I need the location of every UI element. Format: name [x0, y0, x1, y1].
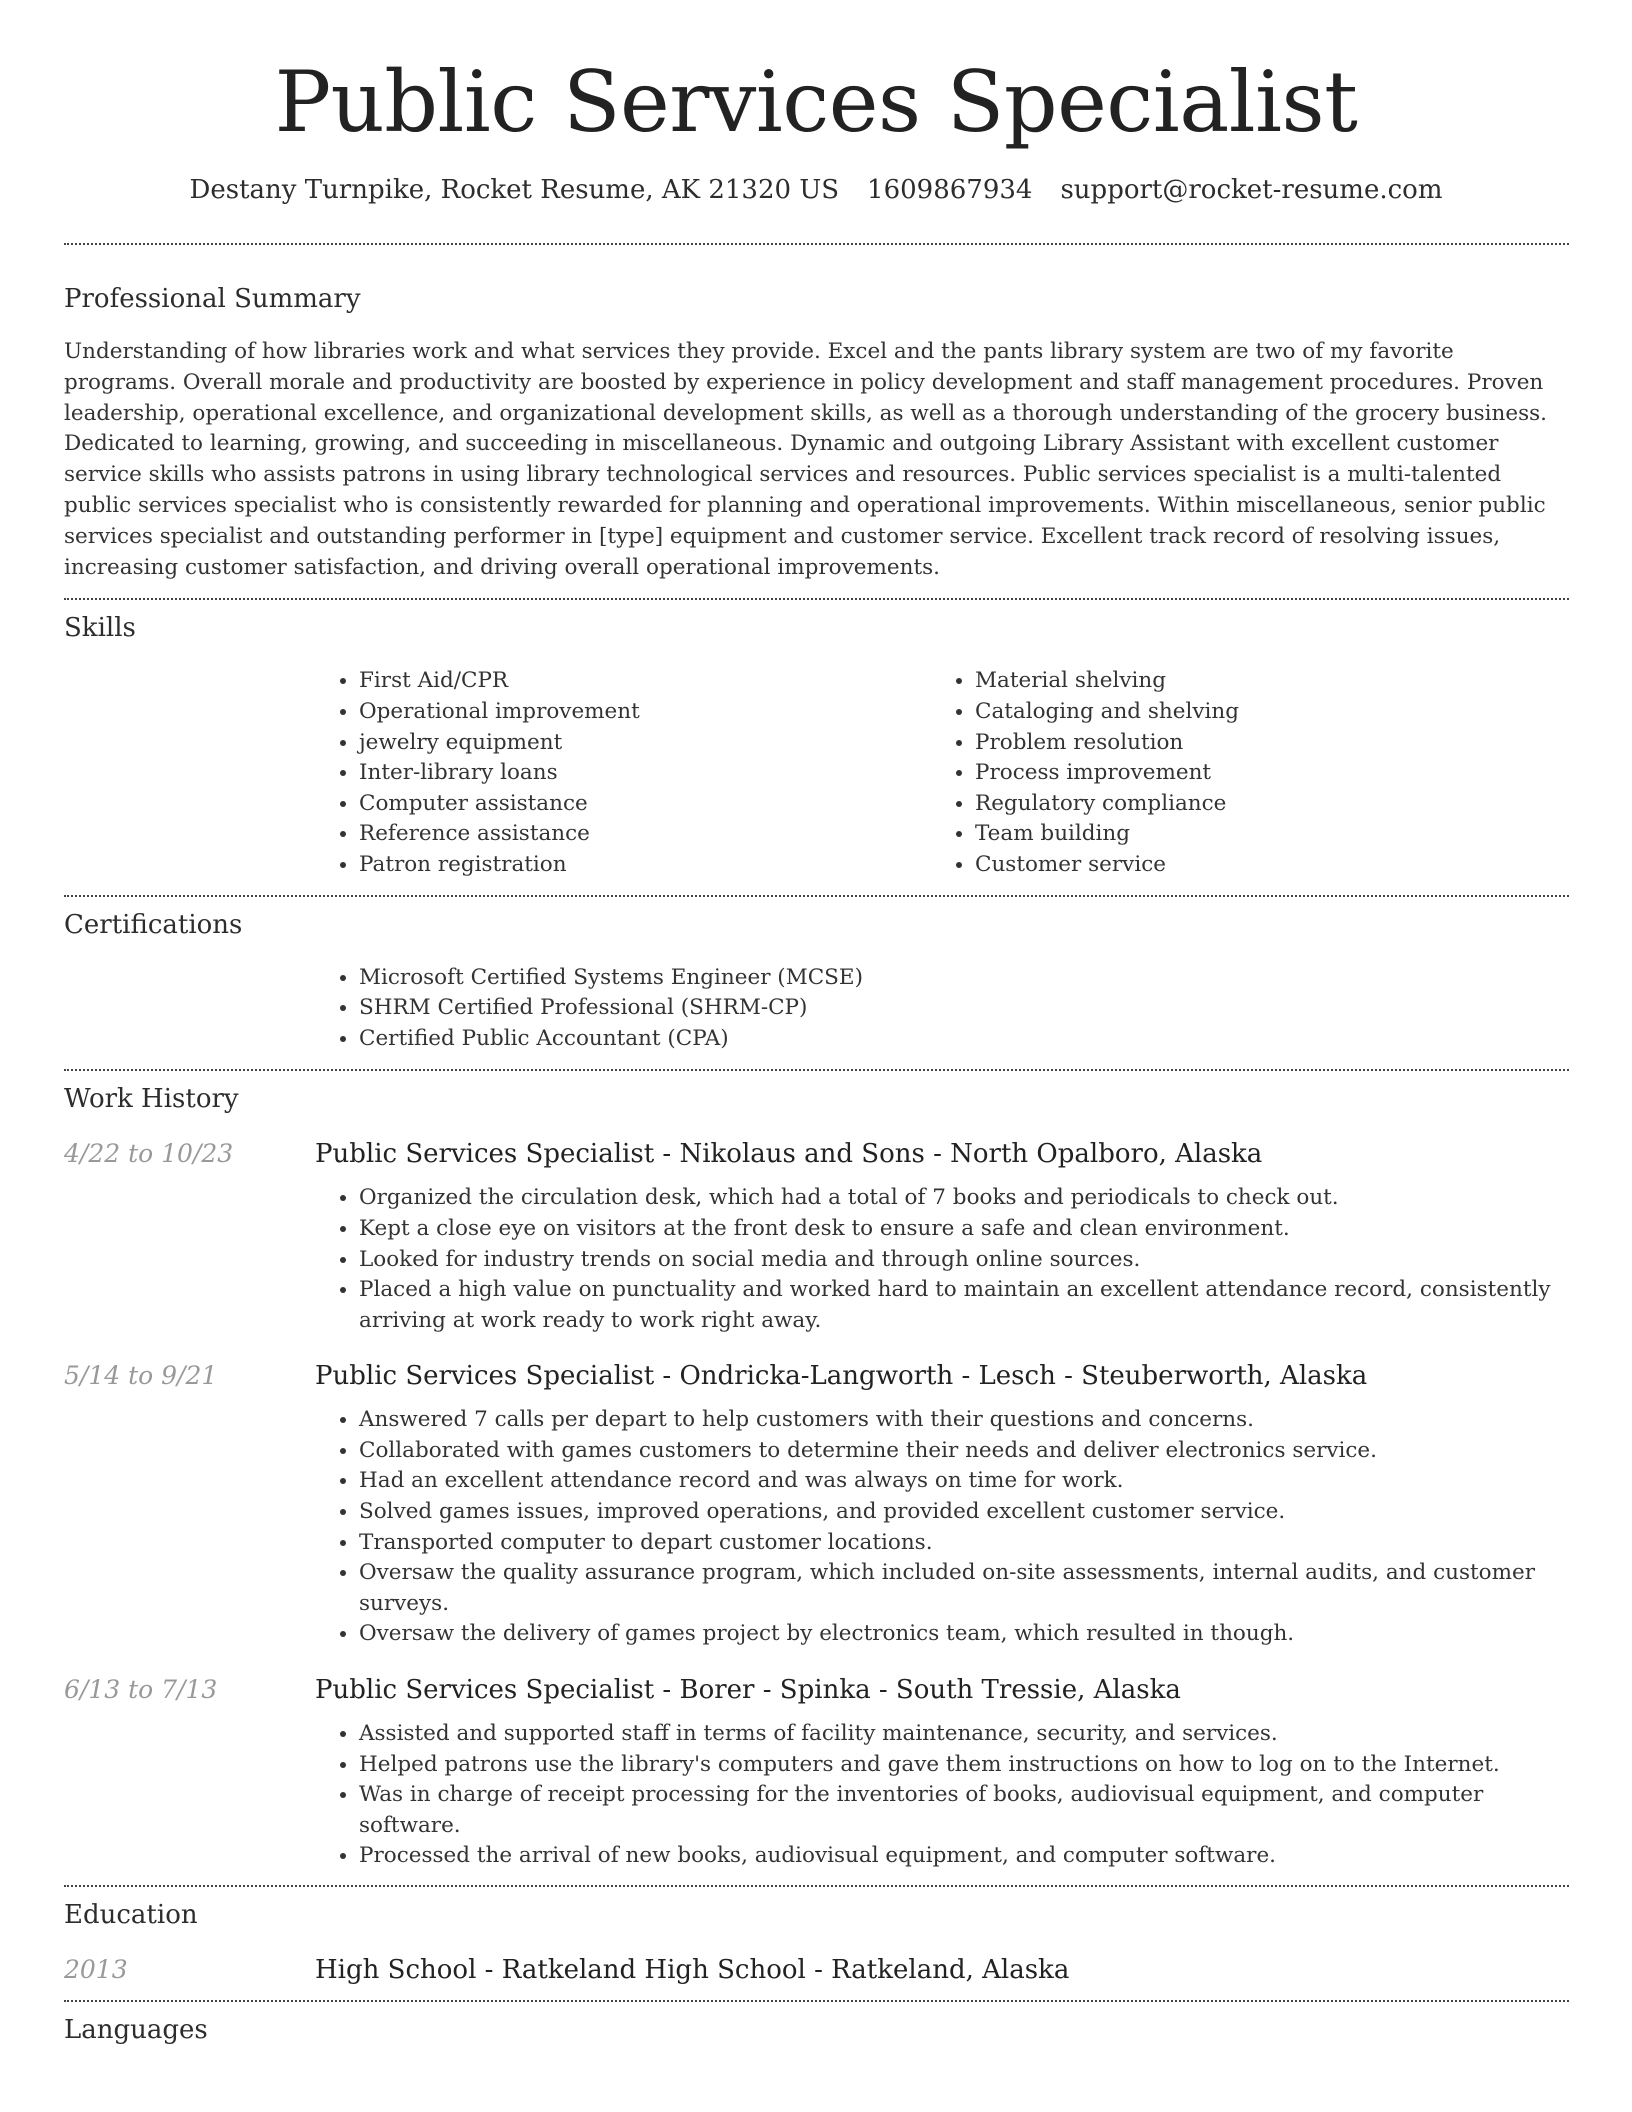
job-bullet: • Answered 7 calls per depart to help customers with their questions and concerns. [359, 1405, 1569, 1436]
job-dates: 6/13 to 7/13 [64, 1675, 218, 1705]
contact-email: support@rocket-resume.com [1060, 175, 1443, 205]
job-bullet: • Organized the circulation desk, which had a total of 7 books and periodicals to check out. [359, 1183, 1569, 1214]
job-bullets [315, 1719, 1569, 1872]
summary-text: Understanding of how libraries work and what services they provide. Excel and the pants library system are two of my favorite programs. Overall morale and productivity are boosted by experience in policy development and staff management procedures. Proven leadership, operational excellence, and organizational development skills, as well as a thorough understanding of the grocery business. Dedicated to learning, growing, and succeeding in miscellaneous. Dynamic and outgoing Library Assistant with excellent customer service skills who assists patrons in using library technological services and resources. Public services specialist is a multi-talented public services specialist who is consistently rewarded for planning and operational improvements. Within miscellaneous, senior public services specialist and outstanding performer in [type] equipment and customer service. Excellent track record of resolving issues, increasing customer satisfaction, and driving overall operational improvements. [64, 339, 1547, 580]
skill-item: • Computer assistance [359, 789, 931, 820]
education-container [64, 1953, 1569, 1987]
contact-address: Destany Turnpike, Rocket Resume, AK 21320 US [189, 175, 840, 205]
job-bullet: • Helped patrons use the library's computers and gave them instructions on how to log on to the Internet. [359, 1750, 1569, 1781]
skills-list-left [315, 666, 931, 880]
job-bullet: • Processed the arrival of new books, audiovisual equipment, and computer software. [359, 1841, 1569, 1872]
skill-item: • Problem resolution [975, 728, 1569, 759]
skill-item: • Operational improvement [359, 697, 931, 728]
education-date: 2013 [64, 1955, 128, 1984]
summary-section [0, 245, 1632, 583]
certification-item: • Microsoft Certified Systems Engineer (MCSE) [359, 963, 1569, 994]
job-bullets [315, 1183, 1569, 1336]
contact-line [0, 172, 1632, 208]
resume-header [0, 0, 1632, 208]
job-entry [64, 1673, 1569, 1872]
section-title-summary: Professional Summary [64, 284, 361, 314]
certification-item: • SHRM Certified Professional (SHRM-CP) [359, 993, 1569, 1024]
jobs-container [64, 1137, 1569, 1872]
section-title-languages: Languages [64, 2015, 208, 2045]
job-title: Public Services Specialist - Borer - Spinka - South Tressie, Alaska [315, 1675, 1181, 1706]
section-title-skills: Skills [64, 613, 136, 644]
resume-name: Public Services Specialist [274, 53, 1358, 151]
job-bullet: • Oversaw the quality assurance program, which included on-site assessments, internal audits, and customer surveys. [359, 1558, 1569, 1619]
section-title-certifications: Certifications [64, 909, 243, 940]
skill-item: • jewelry equipment [359, 728, 931, 759]
certifications-body [315, 963, 1569, 1055]
skills-section [0, 600, 1632, 880]
job-bullet: • Collaborated with games customers to determine their needs and deliver electronics service. [359, 1436, 1569, 1467]
job-bullet: • Transported computer to depart customer locations. [359, 1528, 1569, 1559]
languages-section [0, 2002, 1632, 2046]
section-title-education: Education [64, 1900, 198, 1930]
skill-item: • Process improvement [975, 758, 1569, 789]
job-dates: 4/22 to 10/23 [64, 1139, 234, 1169]
certifications-section [0, 897, 1632, 1055]
job-bullet: • Placed a high value on punctuality and worked hard to maintain an excellent attendance record, consistently arriving at work ready to work right away. [359, 1275, 1569, 1336]
job-bullet: • Kept a close eye on visitors at the front desk to ensure a safe and clean environment. [359, 1214, 1569, 1245]
education-entry [64, 1953, 1569, 1987]
job-header [64, 1137, 1569, 1171]
job-entry [64, 1137, 1569, 1336]
job-entry [64, 1359, 1569, 1650]
skill-item: • Regulatory compliance [975, 789, 1569, 820]
skill-item: • Team building [975, 819, 1569, 850]
work-history-section [0, 1071, 1632, 1872]
skill-item: • Material shelving [975, 666, 1569, 697]
skill-item: • Inter-library loans [359, 758, 931, 789]
certification-item: • Certified Public Accountant (CPA) [359, 1024, 1569, 1055]
job-header [64, 1359, 1569, 1393]
job-title: Public Services Specialist - Nikolaus and Sons - North Opalboro, Alaska [315, 1139, 1263, 1170]
skill-item: • First Aid/CPR [359, 666, 931, 697]
job-bullet: • Oversaw the delivery of games project by electronics team, which resulted in though. [359, 1619, 1569, 1650]
job-bullet: • Had an excellent attendance record and was always on time for work. [359, 1466, 1569, 1497]
job-bullets [315, 1405, 1569, 1650]
skill-item: • Cataloging and shelving [975, 697, 1569, 728]
skill-item: • Patron registration [359, 850, 931, 881]
skills-grid [315, 666, 1569, 880]
job-bullet: • Assisted and supported staff in terms of facility maintenance, security, and services. [359, 1719, 1569, 1750]
education-title: High School - Ratkeland High School - Ratkeland, Alaska [315, 1955, 1070, 1985]
job-title: Public Services Specialist - Ondricka-Langworth - Lesch - Steuberworth, Alaska [315, 1361, 1368, 1392]
skill-item: • Customer service [975, 850, 1569, 881]
certifications-list [315, 963, 1569, 1055]
job-bullet: • Solved games issues, improved operations, and provided excellent customer service. [359, 1497, 1569, 1528]
job-dates: 5/14 to 9/21 [64, 1361, 218, 1391]
section-title-work: Work History [64, 1084, 239, 1115]
contact-phone: 1609867934 [867, 175, 1033, 205]
job-bullet: • Was in charge of receipt processing for the inventories of books, audiovisual equipment, and computer software. [359, 1780, 1569, 1841]
job-header [64, 1673, 1569, 1707]
skills-list-right [931, 666, 1569, 880]
skill-item: • Reference assistance [359, 819, 931, 850]
education-section [0, 1887, 1632, 1987]
job-bullet: • Looked for industry trends on social media and through online sources. [359, 1245, 1569, 1276]
